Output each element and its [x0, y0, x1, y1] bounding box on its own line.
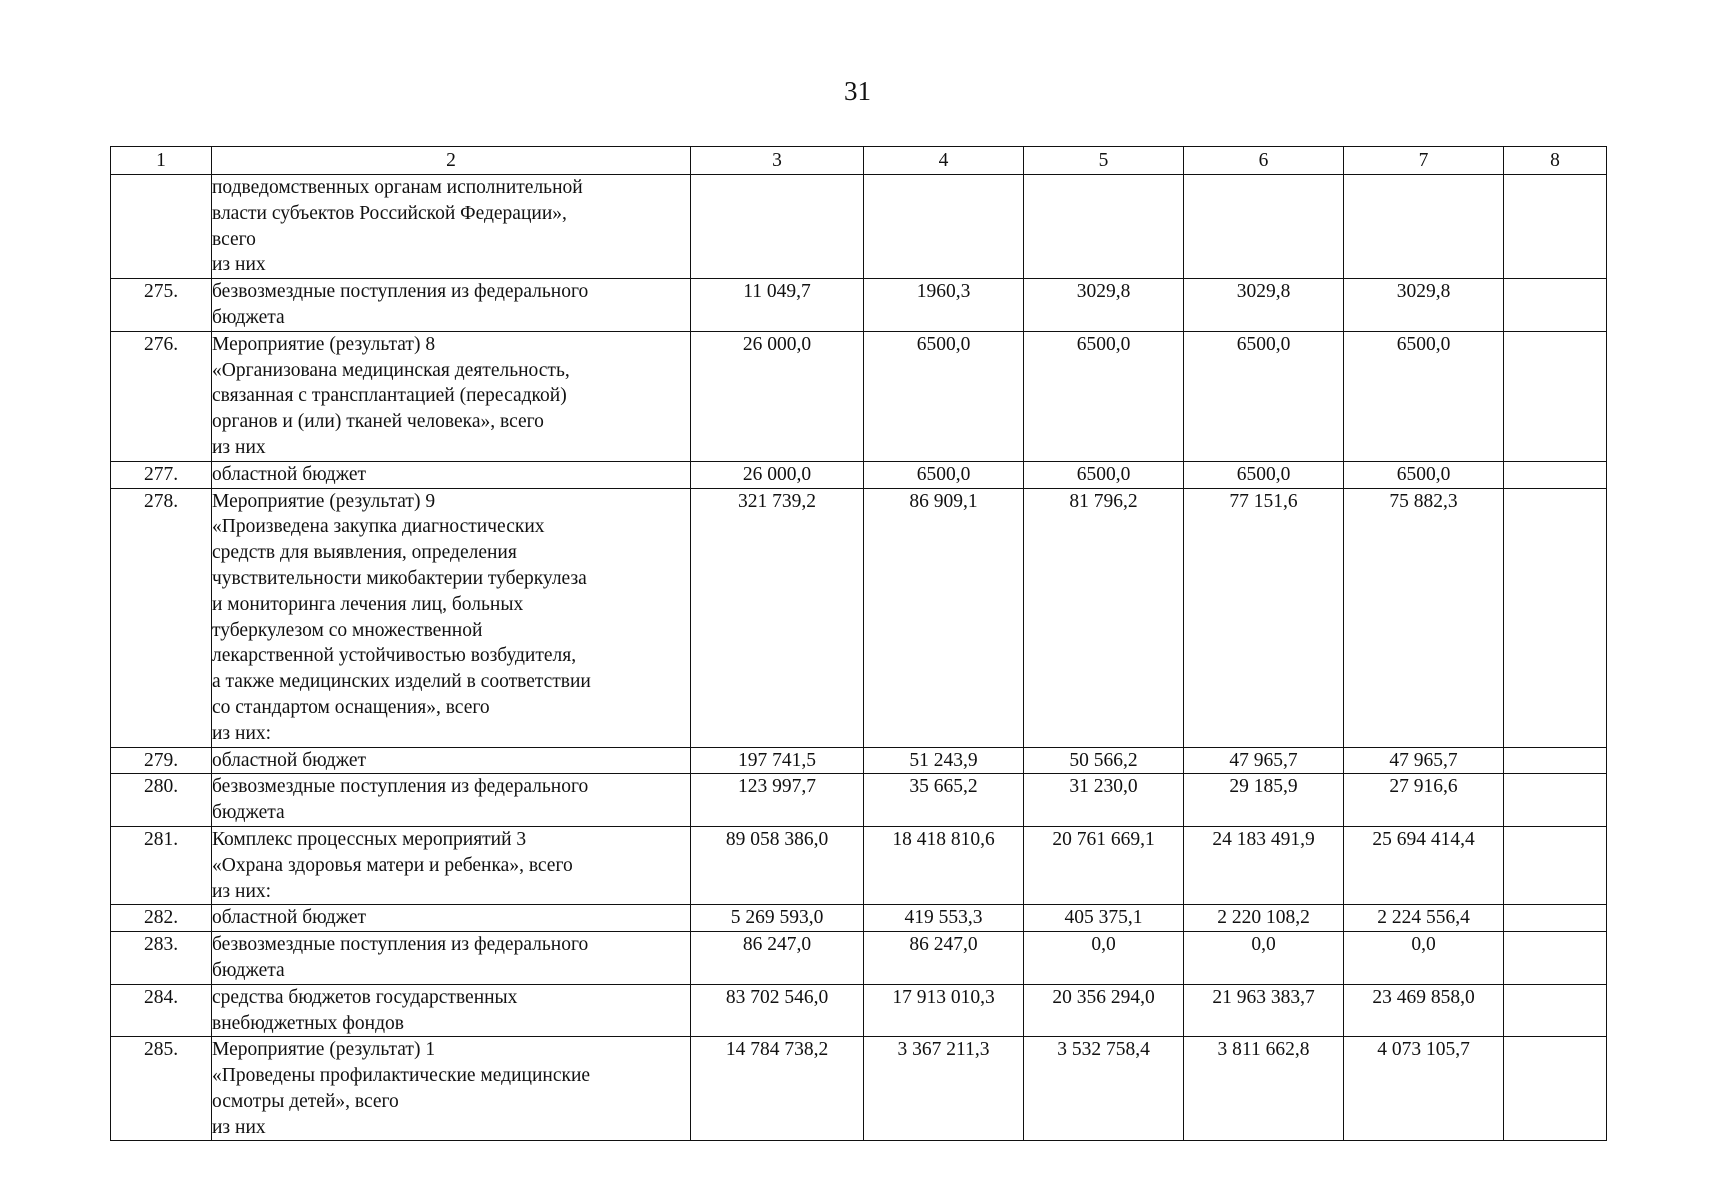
value-cell: 51 243,9 [864, 747, 1024, 774]
column-header: 6 [1184, 147, 1344, 175]
column-header: 8 [1504, 147, 1607, 175]
value-cell: 2 224 556,4 [1344, 905, 1504, 932]
row-number: 275. [111, 279, 212, 332]
row-description: подведомственных органам исполнительной власти субъектов Российской Федерации», всего из них [212, 175, 691, 279]
row-number: 276. [111, 331, 212, 461]
table-row [111, 774, 1607, 827]
value-cell [691, 175, 864, 279]
value-cell: 4 073 105,7 [1344, 1037, 1504, 1141]
value-cell: 6500,0 [1184, 461, 1344, 488]
row-number: 280. [111, 774, 212, 827]
table-row [111, 747, 1607, 774]
value-cell: 197 741,5 [691, 747, 864, 774]
page-number: 31 [844, 76, 871, 106]
value-cell: 27 916,6 [1344, 774, 1504, 827]
value-cell [1504, 774, 1607, 827]
table-row [111, 175, 1607, 279]
value-cell [1504, 932, 1607, 985]
value-cell: 3 367 211,3 [864, 1037, 1024, 1141]
table-row [111, 905, 1607, 932]
value-cell: 419 553,3 [864, 905, 1024, 932]
value-cell: 26 000,0 [691, 461, 864, 488]
value-cell: 21 963 383,7 [1184, 984, 1344, 1037]
row-description: Мероприятие (результат) 9 «Произведена закупка диагностических средств для выявления, определения чувствительности микобактерии туберкулеза и мониторинга лечения лиц, больных туберкулезом со множественной лекарственной устойчивостью возбудителя, а также медицинских изделий в соответствии со стандартом оснащения», всего из них: [212, 488, 691, 747]
row-number: 285. [111, 1037, 212, 1141]
row-description: средства бюджетов государственных внебюджетных фондов [212, 984, 691, 1037]
value-cell: 123 997,7 [691, 774, 864, 827]
value-cell: 20 356 294,0 [1024, 984, 1184, 1037]
row-number: 277. [111, 461, 212, 488]
value-cell: 6500,0 [1344, 461, 1504, 488]
value-cell [1504, 984, 1607, 1037]
value-cell: 75 882,3 [1344, 488, 1504, 747]
value-cell: 3029,8 [1184, 279, 1344, 332]
row-number [111, 175, 212, 279]
row-number: 282. [111, 905, 212, 932]
value-cell: 3 532 758,4 [1024, 1037, 1184, 1141]
header-row [111, 147, 1607, 175]
value-cell: 1960,3 [864, 279, 1024, 332]
value-cell: 3029,8 [1344, 279, 1504, 332]
column-header: 7 [1344, 147, 1504, 175]
value-cell: 2 220 108,2 [1184, 905, 1344, 932]
value-cell: 25 694 414,4 [1344, 826, 1504, 904]
value-cell: 3 811 662,8 [1184, 1037, 1344, 1141]
budget-table [110, 146, 1607, 1141]
value-cell [1504, 905, 1607, 932]
value-cell: 17 913 010,3 [864, 984, 1024, 1037]
table-header [111, 147, 1607, 175]
value-cell: 24 183 491,9 [1184, 826, 1344, 904]
value-cell: 81 796,2 [1024, 488, 1184, 747]
row-number: 284. [111, 984, 212, 1037]
value-cell: 89 058 386,0 [691, 826, 864, 904]
value-cell [1504, 461, 1607, 488]
value-cell [1504, 747, 1607, 774]
value-cell: 321 739,2 [691, 488, 864, 747]
value-cell: 77 151,6 [1184, 488, 1344, 747]
value-cell: 5 269 593,0 [691, 905, 864, 932]
value-cell: 3029,8 [1024, 279, 1184, 332]
table-row [111, 826, 1607, 904]
row-description: областной бюджет [212, 747, 691, 774]
value-cell: 35 665,2 [864, 774, 1024, 827]
table-row [111, 279, 1607, 332]
value-cell [1344, 175, 1504, 279]
row-description: Мероприятие (результат) 1 «Проведены профилактические медицинские осмотры детей», всего из них [212, 1037, 691, 1141]
table-row [111, 331, 1607, 461]
row-number: 278. [111, 488, 212, 747]
row-description: областной бюджет [212, 905, 691, 932]
value-cell: 29 185,9 [1184, 774, 1344, 827]
table-row [111, 1037, 1607, 1141]
column-header: 3 [691, 147, 864, 175]
row-number: 279. [111, 747, 212, 774]
value-cell: 86 247,0 [691, 932, 864, 985]
table-row [111, 488, 1607, 747]
value-cell: 6500,0 [864, 331, 1024, 461]
value-cell: 83 702 546,0 [691, 984, 864, 1037]
row-description: безвозмездные поступления из федерального бюджета [212, 279, 691, 332]
row-description: Комплекс процессных мероприятий 3 «Охрана здоровья матери и ребенка», всего из них: [212, 826, 691, 904]
value-cell [1504, 826, 1607, 904]
value-cell [1184, 175, 1344, 279]
value-cell: 6500,0 [1344, 331, 1504, 461]
table-row [111, 932, 1607, 985]
value-cell: 0,0 [1184, 932, 1344, 985]
column-header: 5 [1024, 147, 1184, 175]
column-header: 2 [212, 147, 691, 175]
value-cell: 405 375,1 [1024, 905, 1184, 932]
value-cell: 0,0 [1024, 932, 1184, 985]
value-cell: 6500,0 [1184, 331, 1344, 461]
row-description: безвозмездные поступления из федерального бюджета [212, 932, 691, 985]
value-cell [1504, 1037, 1607, 1141]
value-cell [1504, 488, 1607, 747]
value-cell: 47 965,7 [1184, 747, 1344, 774]
value-cell: 47 965,7 [1344, 747, 1504, 774]
value-cell [1024, 175, 1184, 279]
value-cell: 0,0 [1344, 932, 1504, 985]
value-cell: 14 784 738,2 [691, 1037, 864, 1141]
value-cell [1504, 331, 1607, 461]
row-number: 281. [111, 826, 212, 904]
value-cell: 20 761 669,1 [1024, 826, 1184, 904]
table-row [111, 461, 1607, 488]
value-cell: 86 909,1 [864, 488, 1024, 747]
row-description: безвозмездные поступления из федерального бюджета [212, 774, 691, 827]
column-header: 4 [864, 147, 1024, 175]
row-number: 283. [111, 932, 212, 985]
column-header: 1 [111, 147, 212, 175]
value-cell [1504, 175, 1607, 279]
value-cell [864, 175, 1024, 279]
value-cell: 6500,0 [864, 461, 1024, 488]
value-cell: 6500,0 [1024, 461, 1184, 488]
value-cell: 6500,0 [1024, 331, 1184, 461]
value-cell: 23 469 858,0 [1344, 984, 1504, 1037]
value-cell [1504, 279, 1607, 332]
value-cell: 11 049,7 [691, 279, 864, 332]
value-cell: 18 418 810,6 [864, 826, 1024, 904]
value-cell: 50 566,2 [1024, 747, 1184, 774]
value-cell: 31 230,0 [1024, 774, 1184, 827]
row-description: Мероприятие (результат) 8 «Организована медицинская деятельность, связанная с трансплантацией (пересадкой) органов и (или) тканей человека», всего из них [212, 331, 691, 461]
table-body [111, 175, 1607, 1141]
value-cell: 26 000,0 [691, 331, 864, 461]
row-description: областной бюджет [212, 461, 691, 488]
value-cell: 86 247,0 [864, 932, 1024, 985]
table-row [111, 984, 1607, 1037]
